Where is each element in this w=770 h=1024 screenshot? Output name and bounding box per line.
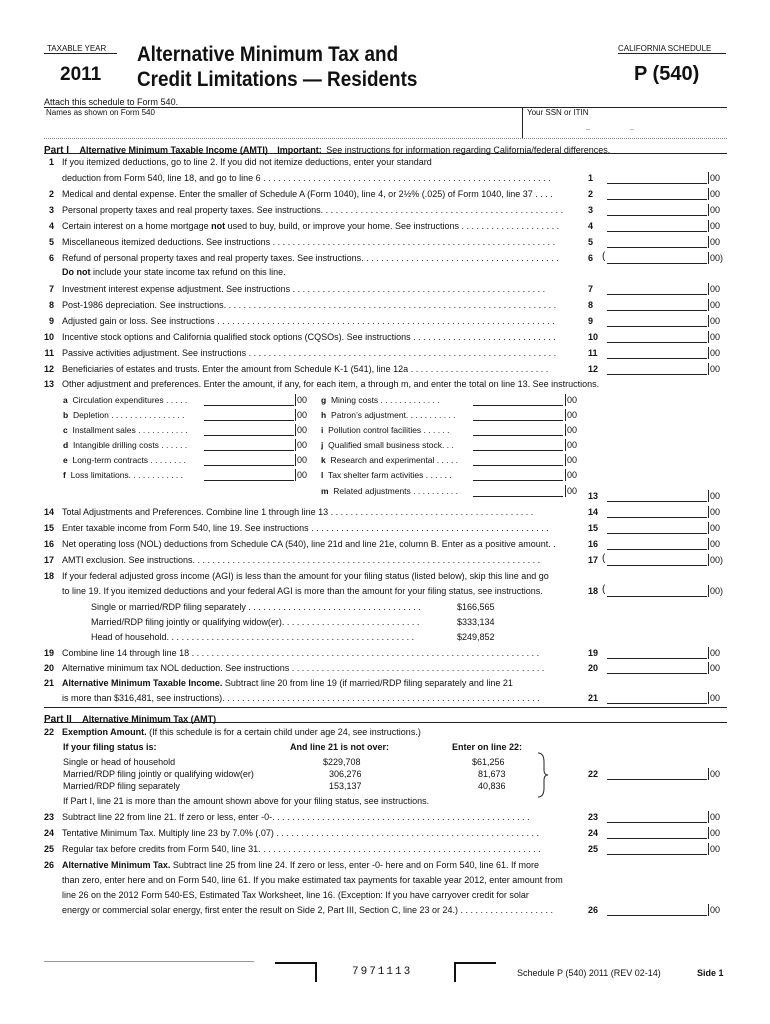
line-13i-input[interactable] [473, 424, 563, 436]
line-number: 23 [43, 812, 54, 822]
line-26-input[interactable] [607, 904, 707, 916]
sub-text: Installment sales . . . . . . . . . . . [72, 425, 188, 435]
line-13h-input[interactable] [473, 409, 563, 421]
line-25-input[interactable] [607, 843, 707, 855]
schedule-id: P (540) [634, 63, 700, 85]
line-number: 10 [43, 332, 54, 342]
line-13-input[interactable] [607, 490, 707, 502]
line-1-input[interactable] [607, 172, 707, 184]
line-22-input[interactable] [607, 768, 707, 780]
sub-item [63, 469, 183, 481]
line-ref: 10 [588, 332, 599, 342]
line-text [62, 726, 421, 738]
cents: 00 [708, 843, 730, 855]
line-number: 15 [43, 523, 54, 533]
filing-status-amount: $166,565 [457, 602, 495, 612]
line-text: Personal property taxes and real property taxes. See instructions. . . . . . . . . . . . . . . . . . . . . . . . . . . . . . . . . . . . . . . . . . . . . . . . . [62, 205, 564, 215]
line-ref: 21 [588, 693, 599, 703]
line-20-input[interactable] [607, 662, 707, 674]
sub-letter: a [63, 395, 68, 405]
line-13j-input[interactable] [473, 439, 563, 451]
divider [44, 138, 727, 139]
line-ref: 17 [588, 555, 599, 565]
sub-text: Pollution control facilities . . . . . . [328, 425, 450, 435]
line-ref: 11 [588, 348, 598, 358]
line-10-input[interactable] [607, 331, 707, 343]
sub-text: Mining costs . . . . . . . . . . . . . [330, 395, 440, 405]
sub-letter: m [321, 486, 329, 496]
cents: 00 [708, 904, 730, 916]
line-text: Tentative Minimum Tax. Multiply line 23 by 7.0% (.07) . . . . . . . . . . . . . . . . . . . . . . . . . . . . . . . . . . . . . . . . . . . . . . . . . . . . . [62, 828, 539, 838]
line-ref: 9 [588, 316, 594, 326]
line-ref: 14 [588, 507, 599, 517]
cents: 00 ) [708, 554, 730, 566]
line-9-input[interactable] [607, 315, 707, 327]
line-13e-input[interactable] [204, 454, 294, 466]
line-text [62, 677, 513, 689]
sub-letter: e [63, 455, 68, 465]
page-side: Side 1 [697, 968, 724, 978]
line-17-input[interactable] [607, 554, 707, 566]
line-23-input[interactable] [607, 811, 707, 823]
line-text-part: Certain interest on a home mortgage [62, 221, 212, 231]
line-number: 5 [48, 237, 54, 247]
line-text: Other adjustment and preferences. Enter the amount, if any, for each item, a through m, and enter the total on line 13. See instructions. [62, 379, 600, 389]
line-number: 8 [48, 300, 54, 310]
col-header-status: If your filing status is: [63, 742, 157, 752]
form-title-line1: Alternative Minimum Tax and [137, 43, 399, 66]
line-text: If your federal adjusted gross income (AGI) is less than the amount for your filing status (listed below), skip this line and go [62, 571, 549, 581]
line-text [62, 266, 286, 278]
cents: 00 [708, 220, 730, 232]
line-13d-input[interactable] [204, 439, 294, 451]
line-ref: 20 [588, 663, 599, 673]
line-ref: 24 [588, 828, 599, 838]
line-number: 13 [43, 379, 54, 389]
cents: 00 [708, 538, 730, 550]
line-ref: 6 [588, 253, 594, 263]
part1-header [44, 140, 727, 154]
line-number: 24 [43, 828, 54, 838]
cents: 00 [708, 299, 730, 311]
ssn-field[interactable] [523, 108, 727, 138]
line-number: 7 [48, 284, 54, 294]
sub-text: Long-term contracts . . . . . . . . [72, 455, 186, 465]
taxable-year-label: TAXABLE YEAR [47, 44, 107, 53]
sub-item [321, 469, 452, 481]
exemption-amount: $61,256 [472, 757, 505, 767]
cents: 00 [567, 440, 578, 450]
sub-text: Qualified small business stock. . . [328, 440, 454, 450]
cents: 00 ) [708, 585, 730, 597]
line-text: Subtract line 22 from line 21. If zero or less, enter -0-. . . . . . . . . . . . . . . . . . . . . . . . . . . . . . . . . . . . . . . . . . . . . . . . . . . . [62, 812, 530, 822]
line-ref: 12 [588, 364, 599, 374]
cents: 00 [708, 172, 730, 184]
exemption-status: Married/RDP filing separately [63, 781, 180, 791]
line-number: 18 [43, 571, 54, 581]
col-header-not-over: And line 21 is not over: [290, 742, 390, 752]
line-6-input[interactable] [607, 252, 707, 264]
sub-text: Loss limitations. . . . . . . . . . . . [70, 470, 183, 480]
cents: 00 [567, 425, 578, 435]
line-ref: 2 [588, 189, 594, 199]
line-number: 2 [48, 189, 54, 199]
cents: 00 [567, 455, 578, 465]
divider [44, 961, 254, 962]
divider [618, 53, 726, 54]
line-text-part: (If this schedule is for a certain child under age 24, see instructions.) [146, 727, 421, 737]
sub-letter: g [321, 395, 327, 405]
line-text: Post-1986 depreciation. See instructions. . . . . . . . . . . . . . . . . . . . . . . . . . . . . . . . . . . . . . . . . . . . . . . . . . . . . . . . . . . . . . . . . . . [62, 300, 557, 310]
line-number: 22 [43, 727, 54, 737]
cents: 00 [708, 347, 730, 359]
line-number: 9 [48, 316, 54, 326]
attach-note: Attach this schedule to Form 540. [44, 97, 179, 107]
cents: 00 [297, 440, 308, 450]
cents: 00 [708, 236, 730, 248]
line-ref: 4 [588, 221, 594, 231]
sub-item [63, 424, 188, 436]
line-7-input[interactable] [607, 283, 707, 295]
line-number: 19 [43, 648, 54, 658]
line-ref: 7 [588, 284, 594, 294]
cents: 00 [708, 827, 730, 839]
exemption-limit: $229,708 [323, 757, 361, 767]
line-text: is more than $316,481, see instructions). . . . . . . . . . . . . . . . . . . . . . . . . . . . . . . . . . . . . . . . . . . . . . . . . . . . . . . . . . . . . . . . [62, 693, 540, 703]
part1-label: Part I [44, 145, 70, 156]
line-13k-input[interactable] [473, 454, 563, 466]
line-3-input[interactable] [607, 204, 707, 216]
filing-status-label: Married/RDP filing jointly or qualifying widow(er). . . . . . . . . . . . . . . . . . . . . . . . . . . . [91, 617, 420, 627]
exemption-amount: 81,673 [478, 769, 506, 779]
line-21-input[interactable] [607, 692, 707, 704]
line-8-input[interactable] [607, 299, 707, 311]
sub-letter: f [63, 470, 66, 480]
line-text: deduction from Form 540, line 18, and go to line 6 . . . . . . . . . . . . . . . . . . . . . . . . . . . . . . . . . . . . . . . . . . . . . . . . . . . . . . . . . . [62, 173, 551, 183]
cents: 00 [567, 470, 578, 480]
line-13g-input[interactable] [473, 394, 563, 406]
line-number: 20 [43, 663, 54, 673]
exemption-status: Married/RDP filing jointly or qualifying widow(er) [63, 769, 254, 779]
part2-title: Alternative Minimum Tax (AMT) [82, 714, 217, 724]
line-ref: 8 [588, 300, 594, 310]
tax-year: 2011 [60, 64, 102, 85]
sub-text: Tax shelter farm activities . . . . . . [327, 470, 452, 480]
line-18-input[interactable] [607, 585, 707, 597]
cents: 00 [297, 425, 308, 435]
sub-text: Patron’s adjustment. . . . . . . . . . . [330, 410, 456, 420]
line-number: 1 [48, 157, 54, 167]
part2-label: Part II [44, 714, 72, 725]
line-ref: 18 [588, 586, 599, 596]
line-ref: 13 [588, 491, 599, 501]
sub-item [321, 394, 440, 406]
line-number: 6 [48, 253, 54, 263]
cents: 00 [708, 662, 730, 674]
sub-letter: d [63, 440, 69, 450]
line-text: Adjusted gain or loss. See instructions . . . . . . . . . . . . . . . . . . . . . . . . . . . . . . . . . . . . . . . . . . . . . . . . . . . . . . . . . . . . . . . . . . . . [62, 316, 555, 326]
sub-item [321, 424, 450, 436]
exemption-status: Single or head of household [63, 757, 176, 767]
line-text-part: include your state income tax refund on this line. [90, 267, 286, 277]
important-label: Important: [277, 145, 322, 155]
important-text: See instructions for information regarding California/federal differences. [326, 145, 611, 155]
cents: 00 [708, 647, 730, 659]
line-16-input[interactable] [607, 538, 707, 550]
schedule-label: CALIFORNIA SCHEDULE [618, 44, 712, 53]
line-text: to line 19. If you itemized deductions and your federal AGI is more than the amount for your filing status, see instructions. [62, 586, 543, 596]
line-24-input[interactable] [607, 827, 707, 839]
line-number: 3 [48, 205, 54, 215]
line-text: energy or commercial solar energy, first enter the result on Side 2, Part III, Section C, line 23 or 24.) . . . . . . . . . . . . . . . . . . . [62, 905, 554, 915]
cents: 00 [297, 470, 308, 480]
line-ref: 1 [588, 173, 594, 183]
line-text [62, 220, 584, 232]
line-text: Net operating loss (NOL) deductions from Schedule CA (540), line 21d and line 21e, column B. Enter as a positive amount. . [62, 539, 556, 549]
filing-status-label: Single or married/RDP filing separately . . . . . . . . . . . . . . . . . . . . . . . . . . . . . . . . . . . [91, 602, 421, 612]
exemption-limit: 153,137 [329, 781, 362, 791]
line-number: 26 [43, 860, 54, 870]
line-text: Combine line 14 through line 18 . . . . . . . . . . . . . . . . . . . . . . . . . . . . . . . . . . . . . . . . . . . . . . . . . . . . . . . . . . . . . . . . . . . . . . [62, 648, 540, 658]
line-13m-input[interactable] [473, 485, 563, 497]
part1-title: Alternative Minimum Taxable Income (AMTI) [79, 145, 268, 155]
sub-item [63, 454, 186, 466]
line-text: Alternative minimum tax NOL deduction. See instructions . . . . . . . . . . . . . . . . . . . . . . . . . . . . . . . . . . . . . . . . . . . . . . . . . . . [62, 663, 545, 673]
line-number: 17 [43, 555, 54, 565]
line-19-input[interactable] [607, 647, 707, 659]
line-text-bold: Alternative Minimum Taxable Income. [62, 678, 223, 688]
col-header-enter: Enter on line 22: [452, 742, 523, 752]
line-ref: 23 [588, 812, 599, 822]
line-text-bold: not [211, 221, 226, 231]
cents: 00 [708, 283, 730, 295]
line-number: 25 [43, 844, 54, 854]
line-13c-input[interactable] [204, 424, 294, 436]
line-text: Beneficiaries of estates and trusts. Enter the amount from Schedule K-1 (541), line 12a . . . . . . . . . . . . . . . . . . . . . . . . . . . . [62, 364, 549, 374]
cents: 00 [708, 522, 730, 534]
cents: 00 [708, 363, 730, 375]
sub-text: Depletion . . . . . . . . . . . . . . . . [72, 410, 185, 420]
line-13l-input[interactable] [473, 469, 563, 481]
form-title-line2: Credit Limitations — Residents [137, 68, 418, 91]
cents: 00 [297, 395, 308, 405]
sub-item [321, 409, 456, 421]
ssn-field-label: Your SSN or ITIN [527, 108, 589, 117]
ssn-dash: – [630, 126, 634, 133]
line-ref: 19 [588, 648, 599, 658]
line-number: 21 [43, 678, 54, 688]
line-14-input[interactable] [607, 506, 707, 518]
line-number: 14 [43, 507, 54, 517]
sub-item [321, 454, 458, 466]
line-text: Total Adjustments and Preferences. Combine line 1 through line 13 . . . . . . . . . . . . . . . . . . . . . . . . . . . . . . . . . . . . . . . . . [62, 507, 534, 517]
line-number: 12 [43, 364, 54, 374]
line-2-input[interactable] [607, 188, 707, 200]
line-4-input[interactable] [607, 220, 707, 232]
line-text-bold: Do not [62, 267, 91, 277]
line-text: than zero, enter here and on Form 540, line 61. If you make estimated tax payments for taxable year 2012, enter amount from [62, 875, 563, 885]
line-11-input[interactable] [607, 347, 707, 359]
cents: 00 [567, 410, 578, 420]
line-text: Enter taxable income from Form 540, line 19. See instructions . . . . . . . . . . . . . . . . . . . . . . . . . . . . . . . . . . . . . . . . . . . . . . . . [62, 523, 549, 533]
cents: 00 [708, 768, 730, 780]
sub-item [63, 439, 187, 451]
sub-item [321, 439, 454, 451]
sub-letter: j [321, 440, 324, 450]
line-text-part: used to buy, build, or improve your home. See instructions . . . . . . . . . . . . . . . . . . . . [225, 221, 560, 231]
cents: 00 [708, 506, 730, 518]
sub-item [321, 485, 458, 497]
cents: 00 [708, 331, 730, 343]
form-barcode-number: 7971113 [352, 966, 413, 978]
cents: 00 [708, 188, 730, 200]
line-ref: 5 [588, 237, 594, 247]
cents: 00 [708, 811, 730, 823]
line-text-part: Subtract line 25 from line 24. If zero or less, enter -0- here and on Form 540, line 61. If more [170, 860, 540, 870]
cents: 00 [567, 395, 578, 405]
sub-letter: c [63, 425, 68, 435]
line-text: Refund of personal property taxes and real property taxes. See instructions. . . . . . . . . . . . . . . . . . . . . . . . . . . . . . . . . . . . . . . . [62, 253, 559, 263]
sub-text: Intangible drilling costs . . . . . . [72, 440, 188, 450]
line-ref: 25 [588, 844, 599, 854]
filing-status-amount: $249,852 [457, 632, 495, 642]
cents: 00 [297, 410, 308, 420]
filing-status-amount: $333,134 [457, 617, 495, 627]
sub-item [63, 394, 187, 406]
exemption-limit: 306,276 [329, 769, 362, 779]
line-ref: 16 [588, 539, 599, 549]
names-field-label: Names as shown on Form 540 [46, 108, 155, 117]
sub-letter: l [321, 470, 324, 480]
line-text-part: Subtract line 20 from line 19 (if married/RDP filing separately and line 21 [222, 678, 513, 688]
line-text: AMTI exclusion. See instructions. . . . . . . . . . . . . . . . . . . . . . . . . . . . . . . . . . . . . . . . . . . . . . . . . . . . . . . . . . . . . . . . . . . . . . [62, 555, 541, 565]
line-13f-input[interactable] [204, 469, 294, 481]
scan-mark [454, 962, 496, 982]
brace-icon [536, 752, 550, 798]
divider [44, 707, 727, 708]
line-number: 16 [43, 539, 54, 549]
cents: 00 [708, 204, 730, 216]
sub-letter: i [321, 425, 324, 435]
line-15-input[interactable] [607, 522, 707, 534]
line-text: line 26 on the 2012 Form 540-ES, Estimated Tax Worksheet, line 16. (Exception: If you have carryover credit for solar [62, 890, 529, 900]
divider [44, 53, 117, 54]
cents: 00 [567, 486, 578, 496]
part2-header [44, 709, 727, 723]
line-ref: 15 [588, 523, 599, 533]
names-field[interactable] [44, 108, 522, 138]
line-ref: 22 [588, 769, 599, 779]
form-id: Schedule P (540) 2011 (REV 02-14) [517, 968, 661, 978]
scan-mark [275, 962, 317, 982]
sub-text: Related adjustments . . . . . . . . . . [333, 486, 459, 496]
line-text [62, 859, 539, 871]
filing-status-label: Head of household. . . . . . . . . . . . . . . . . . . . . . . . . . . . . . . . . . . . . . . . . . . . . . . . . . [91, 632, 415, 642]
line-5-input[interactable] [607, 236, 707, 248]
line-ref: 3 [588, 205, 594, 215]
line-text: Investment interest expense adjustment. See instructions . . . . . . . . . . . . . . . . . . . . . . . . . . . . . . . . . . . . . . . . . . . . . . . . . . . [62, 284, 546, 294]
cents: 00 [708, 692, 730, 704]
exemption-amount: 40,836 [478, 781, 506, 791]
line-text: Regular tax before credits from Form 540, line 31. . . . . . . . . . . . . . . . . . . . . . . . . . . . . . . . . . . . . . . . . . . . . . . . . . . . . . . . . [62, 844, 541, 854]
line-text: Passive activities adjustment. See instructions . . . . . . . . . . . . . . . . . . . . . . . . . . . . . . . . . . . . . . . . . . . . . . . . . . . . . . . . . . . . . . [62, 348, 557, 358]
line-text: Incentive stock options and California qualified stock options (CQSOs). See instructions . . . . . . . . . . . . . . . . . . . . . . . . . . . . . [62, 332, 556, 342]
sub-letter: k [321, 455, 326, 465]
line-text: Miscellaneous itemized deductions. See instructions . . . . . . . . . . . . . . . . . . . . . . . . . . . . . . . . . . . . . . . . . . . . . . . . . . . . . . . . . [62, 237, 556, 247]
sub-text: Circulation expenditures . . . . . [72, 395, 188, 405]
line-text-bold: Exemption Amount. [62, 727, 147, 737]
line-text: Medical and dental expense. Enter the smaller of Schedule A (Form 1040), line 4, or 2½% (.025) of Form 1040, line 37 . . . . [62, 189, 553, 199]
form-title [137, 42, 417, 92]
cents: 00 [708, 315, 730, 327]
ssn-dash: – [586, 126, 590, 133]
line-13a-input[interactable] [204, 394, 294, 406]
sub-text: Research and experimental . . . . . [330, 455, 459, 465]
line-ref: 26 [588, 905, 599, 915]
line-text-bold: Alternative Minimum Tax. [62, 860, 171, 870]
exemption-note: If Part I, line 21 is more than the amount shown above for your filing status, see instructions. [63, 796, 430, 806]
cents: 00 [708, 490, 730, 502]
line-number: 4 [48, 221, 54, 231]
cents: 00 ) [708, 252, 730, 264]
sub-letter: b [63, 410, 69, 420]
line-text: If you itemized deductions, go to line 2. If you did not itemize deductions, enter your standard [62, 157, 432, 167]
cents: 00 [297, 455, 308, 465]
sub-item [63, 409, 184, 421]
sub-letter: h [321, 410, 327, 420]
line-number: 11 [44, 348, 54, 358]
line-12-input[interactable] [607, 363, 707, 375]
line-13b-input[interactable] [204, 409, 294, 421]
